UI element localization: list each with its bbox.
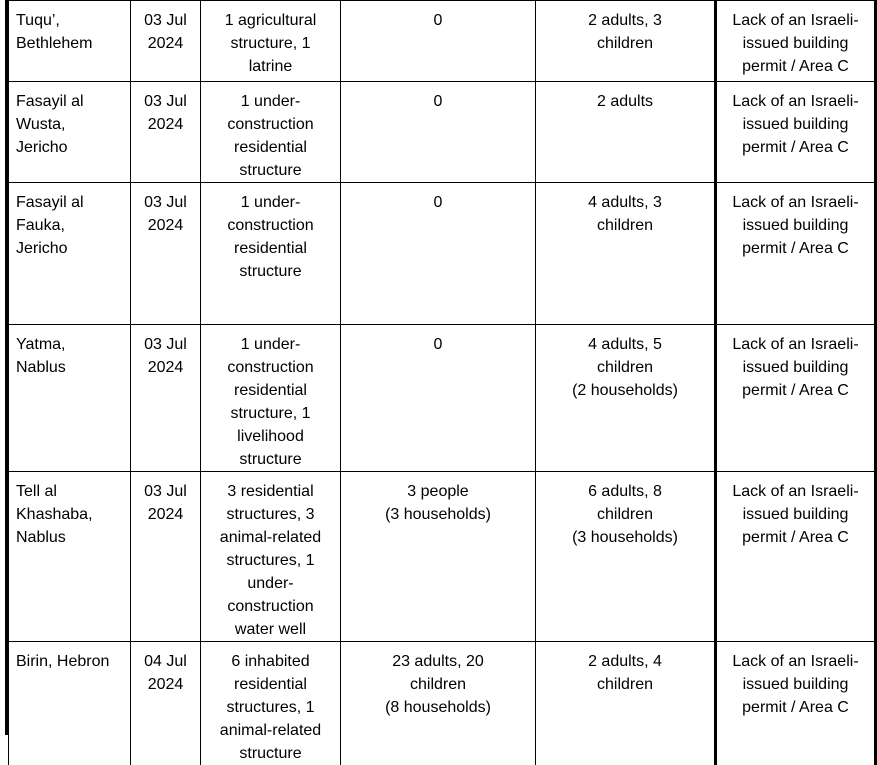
table-row [9, 1, 876, 82]
date-cell: 03 Jul 2024 [131, 1, 201, 82]
reason-cell: Lack of an Israeli- issued building permit / Area C [716, 325, 876, 472]
location-cell: Fasayil al Wusta, Jericho [9, 82, 131, 183]
table-row [9, 325, 876, 472]
displaced-cell: 3 people (3 households) [341, 472, 536, 642]
table-row [9, 82, 876, 183]
location-cell: Fasayil al Fauka, Jericho [9, 183, 131, 325]
reason-cell: Lack of an Israeli- issued building permit / Area C [716, 1, 876, 82]
displaced-cell: 23 adults, 20 children (8 households) [341, 642, 536, 765]
displaced-cell: 0 [341, 82, 536, 183]
displaced-cell: 0 [341, 183, 536, 325]
table-row [9, 642, 876, 765]
structures-cell: 6 inhabited residential structures, 1 animal-related structure [201, 642, 341, 765]
affected-cell: 2 adults, 3 children [536, 1, 716, 82]
location-cell: Tuqu’, Bethlehem [9, 1, 131, 82]
structures-cell: 3 residential structures, 3 animal-related structures, 1 under- construction water well [201, 472, 341, 642]
reason-cell: Lack of an Israeli- issued building permit / Area C [716, 183, 876, 325]
date-cell: 04 Jul 2024 [131, 642, 201, 765]
affected-cell: 4 adults, 3 children [536, 183, 716, 325]
reason-cell: Lack of an Israeli- issued building permit / Area C [716, 642, 876, 765]
date-cell: 03 Jul 2024 [131, 183, 201, 325]
displaced-cell: 0 [341, 325, 536, 472]
affected-cell: 6 adults, 8 children (3 households) [536, 472, 716, 642]
date-cell: 03 Jul 2024 [131, 82, 201, 183]
location-cell: Birin, Hebron [9, 642, 131, 765]
date-cell: 03 Jul 2024 [131, 325, 201, 472]
table-row [9, 472, 876, 642]
structures-cell: 1 under- construction residential structure, 1 livelihood structure [201, 325, 341, 472]
date-cell: 03 Jul 2024 [131, 472, 201, 642]
location-cell: Tell al Khashaba, Nablus [9, 472, 131, 642]
location-cell: Yatma, Nablus [9, 325, 131, 472]
demolitions-table [8, 0, 877, 765]
table-row [9, 183, 876, 325]
displaced-cell: 0 [341, 1, 536, 82]
affected-cell: 4 adults, 5 children (2 households) [536, 325, 716, 472]
structures-cell: 1 under- construction residential structure [201, 183, 341, 325]
reason-cell: Lack of an Israeli- issued building permit / Area C [716, 472, 876, 642]
structures-cell: 1 under- construction residential structure [201, 82, 341, 183]
affected-cell: 2 adults [536, 82, 716, 183]
structures-cell: 1 agricultural structure, 1 latrine [201, 1, 341, 82]
affected-cell: 2 adults, 4 children [536, 642, 716, 765]
reason-cell: Lack of an Israeli- issued building permit / Area C [716, 82, 876, 183]
